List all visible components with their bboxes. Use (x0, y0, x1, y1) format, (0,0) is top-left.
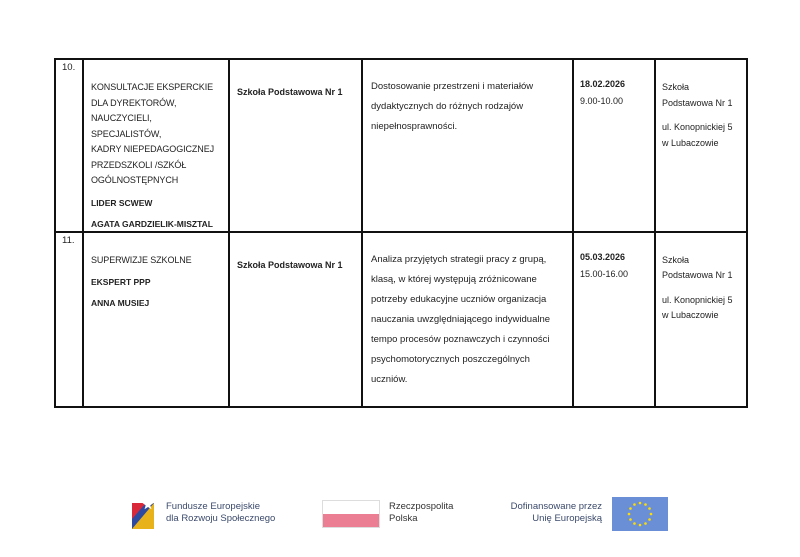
description-line: potrzeby edukacyjne uczniów organizacja (371, 293, 547, 305)
row-number: 10. (55, 59, 83, 232)
poland-label (389, 501, 453, 525)
topic-line: KADRY NIEPEDAGOGICZNEJ (91, 144, 214, 154)
poland-flag-icon (322, 500, 380, 528)
topic-line: KONSULTACJE EKSPERCKIE (91, 82, 213, 92)
description-line: uczniów. (371, 373, 408, 385)
schedule-table (54, 58, 748, 408)
description-line: Dostosowanie przestrzeni i materiałów (371, 81, 534, 92)
description-line: tempo procesów poznawczych i czynności (371, 333, 550, 345)
address-line: w Lubaczowie (662, 310, 719, 320)
place-line: Szkoła (662, 82, 690, 92)
date-value: 18.02.2026 (580, 79, 626, 89)
eu-cofinanced-label (494, 501, 602, 525)
table-row (55, 59, 747, 232)
place-line: Podstawowa Nr 1 (662, 270, 733, 280)
school-cell: Szkoła Podstawowa Nr 1 (229, 59, 362, 232)
description-cell (362, 232, 573, 407)
role-label: EKSPERT PPP (91, 277, 151, 287)
eu-flag-icon (612, 497, 668, 531)
place-cell (655, 59, 747, 232)
description-line: Analiza przyjętych strategii pracy z grupą, (371, 253, 547, 265)
fe-line: dla Rozwoju Społecznego (166, 513, 276, 524)
time-value: 15.00-16.00 (580, 268, 629, 279)
rp-line: Polska (389, 513, 418, 524)
european-funds-label (166, 501, 275, 525)
description-line: niepełnosprawności. (371, 121, 458, 132)
time-value: 9.00-10.00 (580, 96, 624, 106)
topic-cell (83, 232, 229, 407)
description-line: psychomotorycznych poszczególnych (371, 353, 530, 365)
eu-line: Dofinansowane przez (510, 501, 602, 512)
address-line: w Lubaczowie (662, 137, 719, 148)
funding-footer (0, 495, 800, 535)
place-line: Szkoła (662, 254, 690, 265)
description-line: nauczania uwzględniającego indywidualne (371, 313, 551, 325)
date-value: 05.03.2026 (580, 251, 626, 262)
place-cell (655, 232, 747, 407)
table-row (55, 232, 747, 407)
row-number: 11. (55, 232, 83, 407)
topic-line: OGÓLNOSTĘPNYCH (91, 175, 179, 185)
person-name: ANNA MUSIEJ (91, 298, 150, 308)
address-line: ul. Konopnickiej 5 (662, 294, 733, 305)
school-cell: Szkoła Podstawowa Nr 1 (229, 232, 362, 407)
topic-line: NAUCZYCIELI, SPECJALISTÓW, (91, 113, 162, 139)
topic-cell (83, 59, 229, 232)
place-line: Podstawowa Nr 1 (662, 97, 733, 108)
european-funds-logo-icon (130, 497, 160, 531)
address-line: ul. Konopnickiej 5 (662, 122, 733, 132)
description-cell (362, 59, 573, 232)
fe-line: Fundusze Europejskie (166, 501, 260, 512)
description-line: klasą, w której występują zróżnicowane (371, 273, 537, 285)
rp-line: Rzeczpospolita (389, 501, 454, 512)
date-cell (573, 59, 655, 232)
eu-line: Unię Europejską (532, 513, 602, 524)
description-line: dydaktycznych do różnych rodzajów (371, 101, 524, 112)
topic-line: DLA DYREKTORÓW, (91, 97, 177, 108)
role-label: LIDER SCWEW (91, 197, 153, 208)
topic-line: SUPERWIZJE SZKOLNE (91, 254, 192, 265)
person-name: AGATA GARDZIELIK-MISZTAL (91, 218, 213, 229)
topic-line: PRZEDSZKOLI /SZKÓŁ (91, 159, 187, 170)
date-cell (573, 232, 655, 407)
